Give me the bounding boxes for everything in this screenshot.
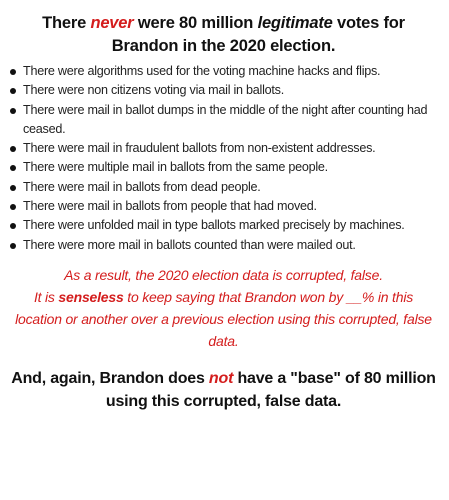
headline-part3: votes for Brandon in the 2020 election. [111, 14, 405, 55]
list-item-text: There were mail in ballot dumps in the middle of the night after counting had ceased. [23, 102, 428, 136]
list-item-text: There were non citizens voting via mail in ballots. [23, 83, 284, 98]
headline-part2: were 80 million [133, 14, 258, 32]
list-item [8, 62, 439, 81]
headline-italic-legitimate: legitimate [257, 14, 333, 32]
list-item-text: There were more mail in ballots counted than were mailed out. [23, 237, 356, 252]
footer-statement [8, 367, 439, 413]
list-item-text: There were multiple mail in ballots from the same people. [23, 160, 328, 175]
list-item-text: There were mail in ballots from dead people. [23, 179, 261, 194]
conclusion-line1: As a result, the 2020 election data is corrupted, false. [64, 266, 383, 283]
conclusion-paragraph [8, 264, 439, 352]
list-item [8, 197, 439, 216]
list-item [8, 158, 439, 177]
bullet-dot-icon [10, 88, 16, 94]
footer-emphasis-not: not [208, 369, 234, 387]
list-item [8, 81, 439, 100]
headline-part1: There [42, 14, 91, 32]
list-item-text: There were unfolded mail in type ballots marked precisely by machines. [23, 218, 405, 233]
headline-emphasis-never: never [90, 14, 134, 32]
list-item-text: There were mail in fraudulent ballots from non-existent addresses. [23, 141, 376, 156]
list-item [8, 101, 439, 140]
list-item [8, 236, 439, 255]
conclusion-body [10, 286, 437, 352]
list-item-text: There were mail in ballots from people that had moved. [23, 199, 317, 214]
footer-part1: And, again, Brandon does [11, 369, 209, 387]
headline [8, 12, 439, 58]
footer-part2: have a "base" of 80 million using this corrupted, false data. [105, 369, 436, 410]
bullet-dot-icon [10, 108, 16, 114]
bullet-dot-icon [10, 69, 16, 75]
bullet-dot-icon [10, 243, 16, 249]
conclusion-part1: It is [33, 288, 59, 305]
bullet-dot-icon [10, 146, 16, 152]
bullet-dot-icon [10, 223, 16, 229]
bullet-dot-icon [10, 204, 16, 210]
list-item-text: There were algorithms used for the voting machine hacks and flips. [23, 64, 381, 78]
bullet-dot-icon [10, 185, 16, 191]
list-item [8, 178, 439, 197]
bullet-dot-icon [10, 165, 16, 171]
list-item [8, 216, 439, 235]
conclusion-emphasis-senseless: senseless [58, 288, 124, 305]
conclusion-part2: to keep saying that Brandon won by __% in this location or another over a previous election using this corrupted, false data. [15, 288, 432, 349]
list-item [8, 139, 439, 158]
claims-list [8, 62, 439, 255]
